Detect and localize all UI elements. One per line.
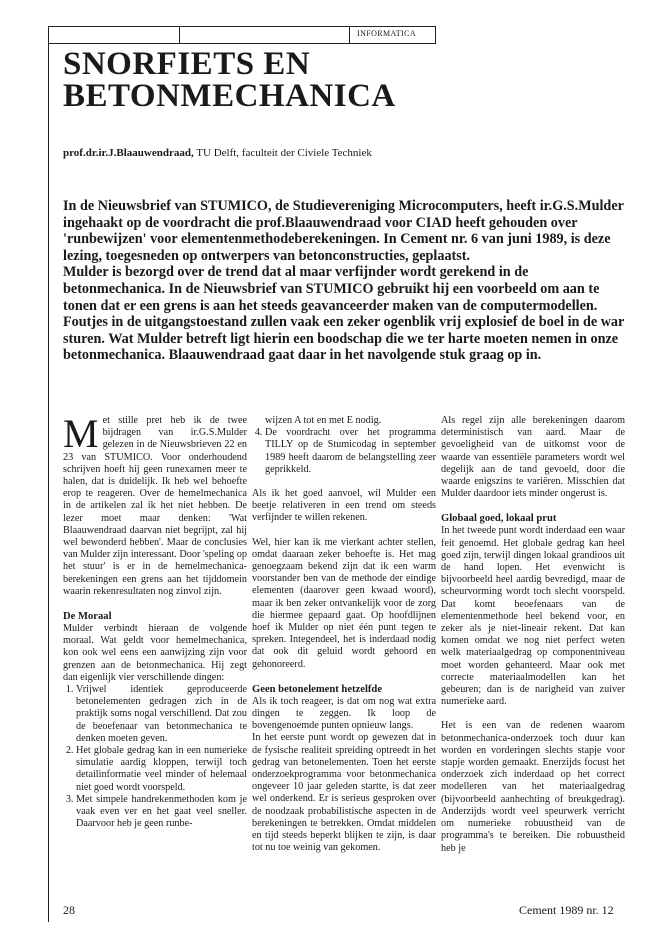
intro-block xyxy=(63,198,628,364)
body-paragraph: Als regel zijn alle berekeningen daarom deterministisch van aard. Maar de gevoeligheid van de uitkomst voor de waarde van essentiële parameters wordt wel degelijk aan de tand gevoeld, door die waarde enigszins te variëren. Misschien dat Mulder daardoor iets minder ongerust is. xyxy=(441,415,625,500)
body-paragraph: Als ik toch reageer, is dat om nog wat extra dingen te zeggen. Ik loop de bovengenoemde punten opnieuw langs. xyxy=(252,695,436,732)
author-name: prof.dr.ir.J.Blaauwendraad, xyxy=(63,147,194,159)
body-paragraph: wijzen A tot en met E nodig. xyxy=(265,415,382,426)
subheading: Geen betonelement hetzelfde xyxy=(252,683,383,695)
column-3 xyxy=(441,415,625,867)
intro-paragraph: In de Nieuwsbrief van STUMICO, de Studievereniging Microcomputers, heeft ir.G.S.Mulder ingehaakt op de voordracht die prof.Blaauwendraad voor CIAD heeft gehouden over 'runbewijzen' voor elementenmethodeberekeningen. In Cement nr. 6 van juni 1989, is deze lezing, toegesneden op ontwerpers van betonconstructies, geplaatst. xyxy=(63,198,624,264)
frame-line xyxy=(48,42,49,922)
list-item: 3. Met simpele handrekenmethoden kom je vaak even ver en het gaat veel sneller. Daarvoor heb je geen runbe- xyxy=(76,794,247,831)
body-paragraph xyxy=(63,411,247,598)
body-paragraph: In het tweede punt wordt inderdaad een waar feit genoemd. Het globale gedrag kan heel goed zijn, terwijl dingen lokaal grandioos uit de hand lopen. Het evenwicht is bijvoorbeeld heel aardig bevredigd, maar de scheurvorming wordt toch slecht voorspeld. Dat komt beoefenaars van de elementenmethode heel bekend voor, en zeker als je niet-lineair rekent. Dat kan komen omdat we nog niet perfect weten welk materiaalgedrag op componentniveau moet worden gehanteerd. Maar ook met correcte materiaalmodellen kan het gebeuren; dan is de narigheid van zuiver numerieke aard. xyxy=(441,525,625,708)
body-paragraph: Mulder verbindt hieraan de volgende moraal. Wat geldt voor hemelmechanica, kon ook wel eens een aanwijzing zijn voor grenzen aan de betonmechanica. Hij zegt dan eigenlijk vier verschillende dingen: xyxy=(63,623,247,683)
body-paragraph: In het eerste punt wordt op gewezen dat in de fysische realiteit spreiding optreedt in het gedrag van betonelementen. Toen het eerste onderzoekprogramma voor betonmechanica ongeveer 10 jaar geleden startte, is dat zeer wel onderkend. Er is serieus gesproken over de noodzaak probabilistische aspecten in de berekeningen te betrekken. Omdat middelen en tijd steeds beperkt blijken te zijn, is daar tot nu toe weinig van gekomen. xyxy=(252,732,436,854)
drop-cap: M xyxy=(63,411,99,456)
intro-paragraph: Mulder is bezorgd over de trend dat al maar verfijnder wordt gerekend in de betonmechanica. In de Nieuwsbrief van STUMICO gebruikt hij een voorbeeld om aan te tonen dat er een grens is aan het steeds geavanceerder maken van de computermodellen. xyxy=(63,264,600,314)
section-label: INFORMATICA xyxy=(357,29,417,38)
author-line xyxy=(63,147,372,159)
page-number: 28 xyxy=(63,903,75,917)
body-paragraph: Als ik het goed aanvoel, wil Mulder een beetje relativeren in een trend om steeds verfijnder te willen rekenen. xyxy=(252,488,436,524)
body-paragraph: Wel, hier kan ik me vierkant achter stellen, omdat daaraan zeker behoefte is. Het mag genoegzaam bekend zijn dat ik een warm voorstander ben van de methode der eindige elementen (daarover geen kwaad woord), maar ik ben zeker ontvankelijk voor de zorg die hiermee gepaard gaat. Op hoofdlijnen hoef ik Mulder op niet één punt tegen te spreken. Integendeel, het is inderdaad nodig dat ook dit geluid wordt gehoord en gehonoreerd. xyxy=(252,536,436,670)
subheading: De Moraal xyxy=(63,611,112,623)
body-text: et stille pret heb ik de twee bijdragen van ir.G.S.Mulder gelezen in de Nieuwsbrieven 22 en 23 van STUMICO. Voor onderhoudend schrijven hoeft hij geen runexamen meer te halen, dat is duidelijk. Ik heb wel behoefte erop te reageren. Over de hemelmechanica in de artikelen zal ik het niet hebben. De lezer moet maar denken: 'Wat Blaauwendraad daarvan niet begrijpt, zal hij wel bewonderd hebben'. Maar de conclusies van Mulder zijn interessant. Door 'speling op het stuur' is er in de hemelmechanica-berekeningen een grens aan het tijddomein waarin rekenresultaten nog zinvol zijn. xyxy=(63,415,247,597)
author-affiliation: TU Delft, faculteit der Civiele Techniek xyxy=(196,147,372,159)
article-title: SNORFIETS EN BETONMECHANICA xyxy=(63,46,396,114)
list-item: 2. Het globale gedrag kan in een numerieke simulatie aardig kloppen, terwijl toch detailinformatie veel minder of helemaal niet goed wordt voorspeld. xyxy=(76,745,247,794)
intro-paragraph: Foutjes in de uitgangstoestand zullen vaak een zeker ogenblik vrij explosief de boel in de war sturen. Wat Mulder betreft ligt hierin een boodschap die we ter harte moeten nemen in onze betonmechanica. Blaauwendraad gaat daar in het navolgende stuk graag op in. xyxy=(63,314,625,364)
column-1 xyxy=(63,411,247,831)
subheading: Globaal goed, lokaal prut xyxy=(441,513,557,525)
list-item: 4. De voordracht over het programma TILLY op de Stumicodag in september 1989 heeft daarom de belangstelling zeer geprikkeld. xyxy=(265,427,436,476)
header-cell xyxy=(49,27,180,43)
issue-label: Cement 1989 nr. 12 xyxy=(519,903,614,917)
header-bar xyxy=(48,26,436,44)
numbered-list xyxy=(252,427,436,476)
body-paragraph: Het is een van de redenen waarom betonmechanica-onderzoek toch duur kan worden en vorderingen slechts stapje voor stapje worden gemaakt. Enerzijds focust het onderzoek zich inderdaad op het correct modelleren van het materiaalgedrag (bijvoorbeeld aanhechting of breukgedrag). Anderzijds wordt veel speurwerk verricht om numerieke robuustheid van de programma's te bereiken. Die robuustheid heb je xyxy=(441,720,625,854)
column-2 xyxy=(252,415,436,867)
header-cell xyxy=(179,27,350,43)
numbered-list xyxy=(63,684,247,830)
list-item: 1. Vrijwel identiek geproduceerde betonelementen gedragen zich in de praktijk soms nogal verschillend. Dat zou de beoefenaar van betonmechanica te denken moeten geven. xyxy=(76,684,247,745)
